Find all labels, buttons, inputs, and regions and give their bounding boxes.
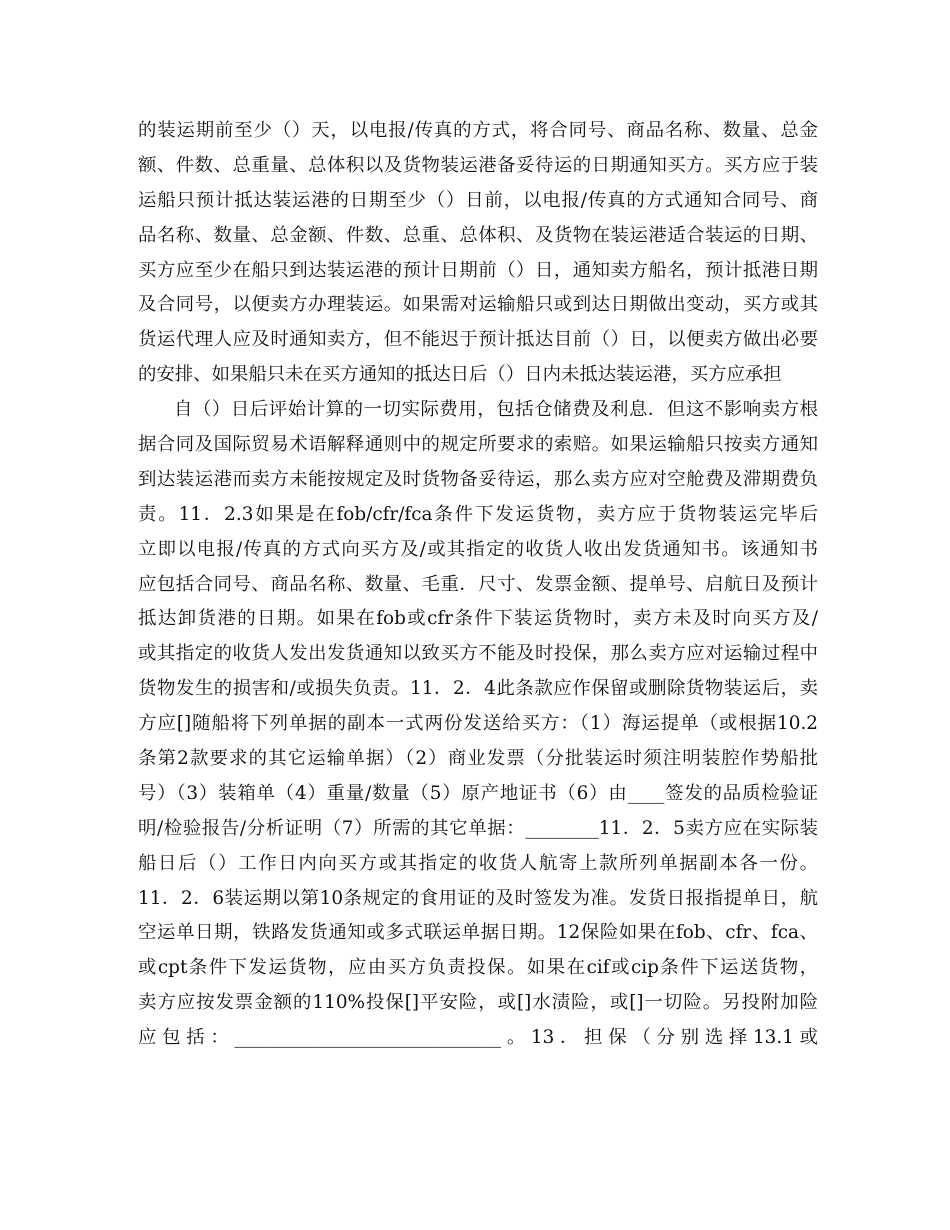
- text-line: 运船只预计抵达装运港的日期至少（）日前，以电报/传真的方式通知合同号、商: [138, 189, 818, 211]
- text-line: 立即以电报/传真的方式向买方及/或其指定的收货人收出发货通知书。该通知书: [138, 538, 818, 560]
- text-line: 明/检验报告/分析证明（7）所需的其它单据：________11．2．5卖方应在实际装: [138, 817, 818, 839]
- text-line: 额、件数、总重量、总体积以及货物装运港备妥待运的日期通知买方。买方应于装: [138, 154, 818, 176]
- text-line: 条第2款要求的其它运输单据）（2）商业发票（分批装运时须注明装腔作势船批: [138, 748, 818, 770]
- text-line: 抵达卸货港的日期。如果在fob或cfr条件下装运货物时，卖方未及时向买方及/: [138, 608, 818, 630]
- text-line: 及合同号，以便卖方办理装运。如果需对运输船只或到达日期做出变动，买方或其: [138, 294, 818, 316]
- text-line: 品名称、数量、总金额、件数、总重、总体积、及货物在装运港适合装运的日期、: [138, 224, 818, 246]
- text-line: 据合同及国际贸易术语解释通则中的规定所要求的索赔。如果运输船只按卖方通知: [138, 434, 818, 456]
- text-line: 的装运期前至少（）天，以电报/传真的方式，将合同号、商品名称、数量、总金: [138, 120, 818, 141]
- text-line: 责。11．2.3如果是在fob/cfr/fca条件下发运货物，卖方应于货物装运完毕后: [138, 503, 818, 525]
- paragraph-start-line: 自（）日后评始计算的一切实际费用，包括仓储费及利息．但这不影响卖方根: [174, 399, 818, 421]
- text-line: 或cpt条件下发运货物，应由买方负责投保。如果在cif或cip条件下运送货物，: [138, 957, 818, 979]
- text-line: 应包括合同号、商品名称、数量、毛重．尺寸、发票金额、提单号、启航日及预计: [138, 573, 818, 595]
- text-line: 的安排、如果船只未在买方通知的抵达日后（）日内未抵达装运港，买方应承担: [138, 364, 782, 386]
- text-line: 或其指定的收货人发出发货通知以致买方不能及时投保，那么卖方应对运输过程中: [138, 643, 818, 665]
- text-line: 号）（3）装箱单（4）重量/数量（5）原产地证书（6）由____签发的品质检验证: [138, 782, 818, 804]
- text-line: 货运代理人应及时通知卖方，但不能迟于预计抵达目前（）日，以便卖方做出必要: [138, 329, 818, 351]
- text-line: 卖方应按发票金额的110%投保[]平安险，或[]水渍险，或[]一切险。另投附加险: [138, 992, 818, 1014]
- text-line: 11．2．6装运期以第10条规定的食用证的及时签发为准。发货日报指提单日，航: [138, 887, 818, 909]
- text-line: 船日后（）工作日内向买方或其指定的收货人航寄上款所列单据副本各一份。: [138, 852, 818, 874]
- text-line: 方应[]随船将下列单据的副本一式两份发送给买方：（1）海运提单（或根据10.2: [138, 713, 818, 735]
- text-line: 应包括：_____________________________。13．担保（分别选择13.1或: [138, 1027, 818, 1049]
- text-line: 到达装运港而卖方未能按规定及时货物备妥待运，那么卖方应对空舱费及滞期费负: [138, 468, 818, 490]
- text-line: 货物发生的损害和/或损失负责。11．2．4此条款应作保留或删除货物装运后，卖: [138, 678, 818, 700]
- text-line: 空运单日期，铁路发货通知或多式联运单据日期。12保险如果在fob、cfr、fca、: [138, 922, 818, 944]
- text-line: 买方应至少在船只到达装运港的预计日期前（）日，通知卖方船名，预计抵港日期: [138, 259, 818, 281]
- document-text: [138, 114, 818, 1056]
